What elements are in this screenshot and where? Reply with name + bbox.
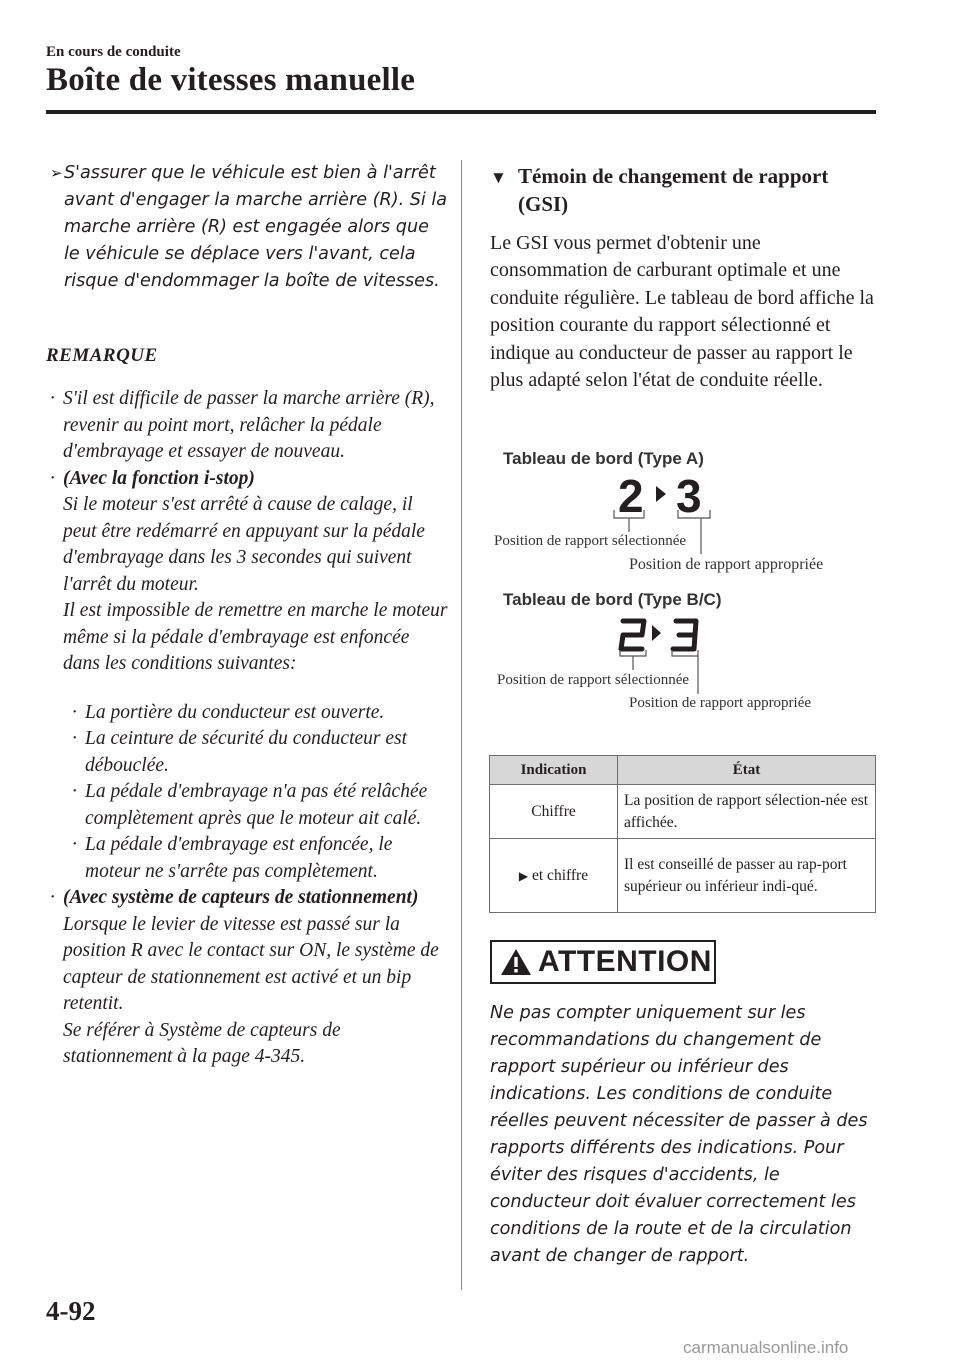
arrow-right-icon: ➢ <box>50 164 63 182</box>
table-header-cell: État <box>618 756 876 785</box>
table-cell-indication: Chiffre <box>490 785 618 839</box>
note-text: Il est impossible de remettre en marche le moteur même si la pédale d'embrayage est enfoncée dans les conditions suivantes: <box>63 600 448 674</box>
figure-a-appropriate-label: Position de rapport appropriée <box>629 556 824 573</box>
page-title: Boîte de vitesses manuelle <box>46 62 416 98</box>
bullet-icon: · <box>72 834 77 855</box>
sub-note-item <box>48 779 448 832</box>
figure-bc-appropriate-label: Position de rapport appropriée <box>629 695 812 711</box>
table-row <box>490 785 876 839</box>
sub-note-item <box>48 726 448 779</box>
watermark: carmanualsonline.info <box>683 1338 849 1357</box>
warning-triangle-icon <box>500 948 532 976</box>
gsi-heading-text: Témoin de changement de rapport (GSI) <box>518 164 829 216</box>
sub-notes-list <box>48 700 448 886</box>
bullet-icon: · <box>50 887 55 908</box>
bullet-icon: · <box>72 728 77 749</box>
figure-a-selected-label: Position de rapport sélectionnée <box>494 533 687 549</box>
digit-two-shape <box>621 621 644 649</box>
bullet-icon: · <box>50 467 55 489</box>
triangle-down-icon: ▼ <box>490 168 507 187</box>
note-item <box>48 466 448 678</box>
note-title: (Avec la fonction i-stop) <box>63 467 255 489</box>
table-cell-indication <box>490 839 618 913</box>
attention-label: ATTENTION <box>538 945 712 978</box>
shift-up-arrow-icon <box>652 625 661 641</box>
caution-text: S'assurer que le véhicule est bien à l'arrêt avant d'engager la marche arrière (R). Si la marche arrière (R) est engagée alors que le véhicule se déplace vers l'avant, cela risque d'endommager la boîte de vitesses. <box>64 163 448 291</box>
sub-note-item <box>48 700 448 727</box>
gsi-indication-table <box>489 755 876 913</box>
bullet-icon: · <box>72 781 77 802</box>
table-cell-state: Il est conseillé de passer au rap-port supérieur ou inférieur indi-qué. <box>618 839 876 913</box>
figure-bc-label: Tableau de bord (Type B/C) <box>503 590 722 609</box>
sub-note-item <box>48 832 448 885</box>
note-item <box>48 885 448 1071</box>
digit-three-shape <box>673 621 696 649</box>
note-title: (Avec système de capteurs de stationnement) <box>63 887 419 908</box>
sub-note-text: La pédale d'embrayage est enfoncée, le moteur ne s'arrête pas complètement. <box>85 834 393 882</box>
attention-text: Ne pas compter uniquement sur les recommandations du changement de rapport supérieur ou inférieur des indications. Les conditions de conduite réelles peuvent nécessiter de passer à des rapports différents des indications. Pour éviter des risques d'accidents, le conducteur doit évaluer correctement les conditions de la route et de la circulation avant de changer de rapport. <box>490 1003 868 1266</box>
figure-bc-selected-label: Position de rapport sélectionnée <box>497 672 690 688</box>
page-number: 4-92 <box>46 1296 96 1326</box>
next-gear-digit: 3 <box>676 470 702 522</box>
note-item <box>48 386 448 466</box>
gsi-description: Le GSI vous permet d'obtenir une consommation de carburant optimale et une conduite régulière. Le tableau de bord affiche la position courante du rapport sélectionné et indique au conducteur de passer au rapport le plus adapté selon l'état de conduite réelle. <box>490 232 874 392</box>
note-text: S'il est difficile de passer la marche arrière (R), revenir au point mort, relâcher la pédale d'embrayage et essayer de nouveau. <box>63 388 435 462</box>
sub-note-text: La pédale d'embrayage n'a pas été relâchée complètement après que le moteur ait calé. <box>85 781 428 829</box>
figure-a-label: Tableau de bord (Type A) <box>503 449 704 468</box>
indication-text: et chiffre <box>532 866 589 884</box>
table-header-cell: Indication <box>490 756 618 785</box>
play-arrow-icon: ▶ <box>518 868 529 883</box>
notes-list <box>48 386 448 1071</box>
note-text: Si le moteur s'est arrêté à cause de calage, il peut être redémarré en appuyant sur la pédale d'embrayage dans les 3 secondes qui suivent l'arrêt du moteur. <box>63 494 425 595</box>
note-text: Lorsque le levier de vitesse est passé sur la position R avec le contact sur ON, le système de capteur de stationnement est activé et un bip retentit. <box>63 913 439 1014</box>
bullet-icon: · <box>50 388 55 409</box>
bullet-icon: · <box>72 701 77 723</box>
shift-up-arrow-icon <box>656 486 666 502</box>
remarque-heading: REMARQUE <box>46 345 158 366</box>
caution-item <box>50 160 450 295</box>
attention-box <box>490 940 716 984</box>
table-header-row <box>490 756 876 785</box>
sub-note-text: La ceinture de sécurité du conducteur est débouclée. <box>85 728 408 776</box>
column-divider <box>461 160 462 1290</box>
current-gear-digit: 2 <box>618 470 644 522</box>
header-rule <box>46 110 876 114</box>
table-cell-state: La position de rapport sélection-née est affichée. <box>618 785 876 839</box>
current-gear-segments <box>621 621 644 649</box>
sub-note-text: La portière du conducteur est ouverte. <box>85 701 385 723</box>
table-row <box>490 839 876 913</box>
gsi-heading <box>490 162 870 218</box>
next-gear-segments <box>673 621 696 649</box>
note-text: Se référer à Système de capteurs de stationnement à la page 4-345. <box>63 1019 341 1067</box>
section-label: En cours de conduite <box>46 44 181 60</box>
